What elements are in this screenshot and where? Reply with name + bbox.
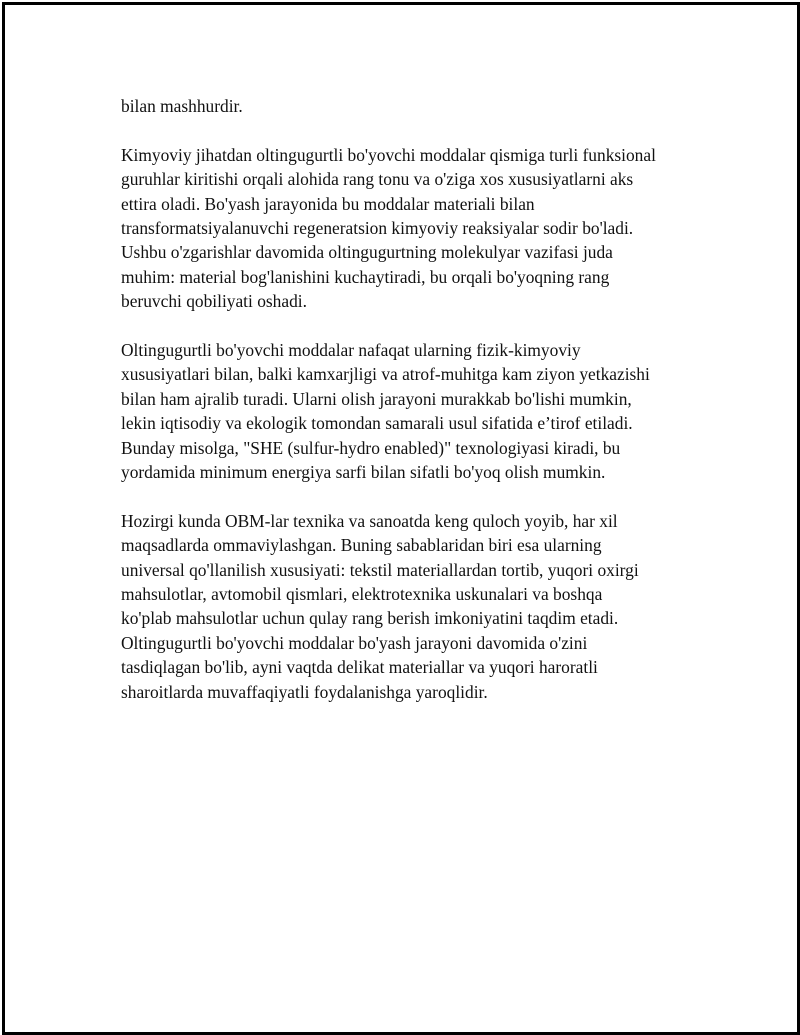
paragraph-chemistry: Kimyoviy jihatdan oltingugurtli bo'yovchi moddalar qismiga turli funksional guruhlar kiritishi orqali alohida rang tonu va o'ziga xos xususiyatlarni aks ettira oladi. Bo'yash jarayonida bu moddalar materiali bilan transformatsiyalanuvchi regeneratsion kimyoviy reaksiyalar sodir bo'ladi. Ushbu o'zgarishlar davomida oltingugurtning molekulyar vazifasi juda muhim: material bog'lanishini kuchaytiradi, bu orqali bo'yoqning rang beruvchi qobiliyati oshadi. (121, 144, 656, 312)
paragraph-properties: Oltingugurtli bo'yovchi moddalar nafaqat ularning fizik-kimyoviy xususiyatlari bilan, balki kamxarjligi va atrof-muhitga kam ziyon yetkazishi bilan ham ajralib turadi. Ularni olish jarayoni murakkab bo'lishi mumkin, lekin iqtisodiy va ekologik tomondan samarali usul sifatida e’tirof etiladi. Bunday misolga, "SHE (sulfur-hydro enabled)" texnologiyasi kiradi, bu yordamida minimum energiya sarfi bilan sifatli bo'yoq olish mumkin. (121, 340, 650, 483)
paragraph-continuation: bilan mashhurdir. (121, 96, 243, 116)
page-body (121, 94, 721, 729)
page-frame (2, 2, 800, 1035)
paragraph-applications: Hozirgi kunda OBM-lar texnika va sanoatda keng quloch yoyib, har xil maqsadlarda ommaviylashgan. Buning sabablaridan biri esa ularning universal qo'llanilish xususiyati: tekstil materiallardan tortib, yuqori oxirgi mahsulotlar, avtomobil qismlari, elektrotexnika uskunalari va boshqa ko'plab mahsulotlar uchun qulay rang berish imkoniyatini taqdim etadi. Oltingugurtli bo'yovchi moddalar bo'yash jarayoni davomida o'zini tasdiqlagan bo'lib, ayni vaqtda delikat materiallar va yuqori haroratli sharoitlarda muvaffaqiyatli foydalanishga yaroqlidir. (121, 510, 639, 702)
